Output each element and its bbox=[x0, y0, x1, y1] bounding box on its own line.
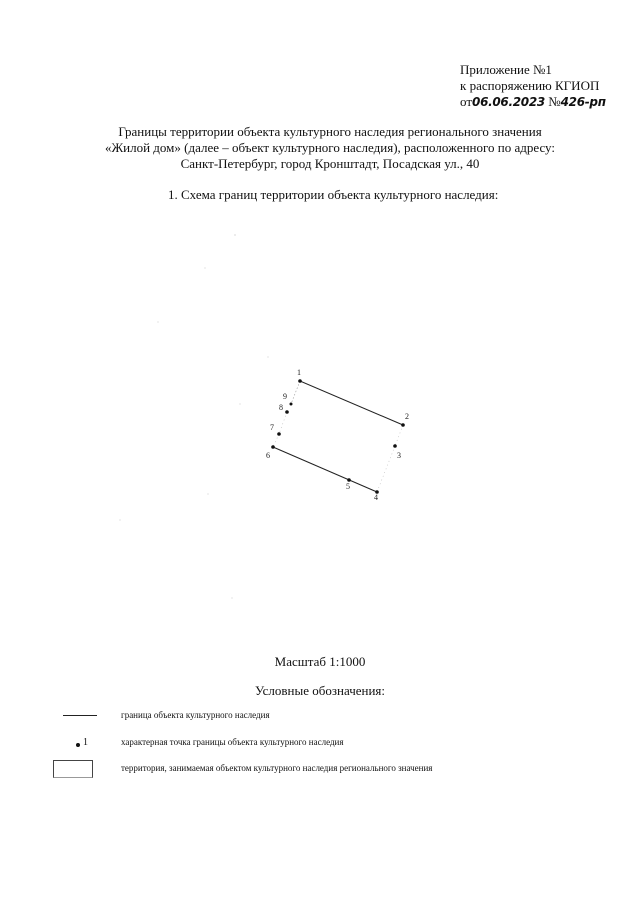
point-5 bbox=[346, 478, 351, 491]
appendix-line-1: Приложение №1 bbox=[460, 62, 552, 77]
legend-text-territory: территория, занимаемая объектом культурного наследия регионального значения bbox=[121, 763, 433, 773]
title-line-3: Санкт-Петербург, город Кронштадт, Посадская ул., 40 bbox=[180, 156, 480, 171]
point-1 bbox=[297, 368, 302, 383]
legend-text-point: характерная точка границы объекта культурного наследия bbox=[121, 737, 344, 747]
boundary-line-6-4 bbox=[273, 447, 377, 492]
legend-point-sample-label: 1 bbox=[83, 737, 88, 748]
title-line-1: Границы территории объекта культурного наследия регионального значения bbox=[118, 124, 542, 139]
point-label-6: 6 bbox=[266, 451, 270, 460]
territory-edge-8-7 bbox=[279, 412, 287, 434]
number-value: 426-рп bbox=[560, 95, 606, 109]
legend-text-boundary: граница объекта культурного наследия bbox=[121, 710, 270, 720]
scan-specks bbox=[120, 234, 269, 598]
point-9 bbox=[283, 392, 293, 406]
date-value: 06.06.2023 bbox=[472, 95, 545, 109]
territory-edge-7-6 bbox=[273, 434, 279, 447]
point-label-3: 3 bbox=[397, 451, 401, 460]
point-label-2: 2 bbox=[405, 412, 409, 421]
date-prefix: от bbox=[460, 94, 473, 109]
legend-rect-symbol bbox=[55, 760, 97, 774]
point-label-7: 7 bbox=[270, 423, 274, 432]
territory-edge-3-4 bbox=[377, 446, 395, 492]
boundary-line-1-2 bbox=[300, 381, 403, 425]
point-8 bbox=[279, 403, 289, 414]
appendix-line-2: к распоряжению КГИОП bbox=[460, 78, 600, 93]
legend-point-symbol bbox=[55, 737, 97, 751]
point-label-5: 5 bbox=[346, 482, 350, 491]
title-line-2: «Жилой дом» (далее – объект культурного наследия), расположенного по адресу: bbox=[105, 140, 555, 155]
point-2 bbox=[401, 412, 409, 427]
legend-line-symbol bbox=[55, 708, 97, 722]
territory-edge-1-9 bbox=[291, 381, 300, 404]
point-label-1: 1 bbox=[297, 368, 301, 377]
point-label-4: 4 bbox=[374, 493, 378, 502]
legend-title: Условные обозначения: bbox=[254, 683, 386, 698]
territory-edge-2-3 bbox=[395, 425, 403, 446]
point-3 bbox=[393, 444, 401, 460]
point-4 bbox=[374, 490, 379, 502]
scale-label: Масштаб 1:1000 bbox=[274, 654, 366, 669]
point-label-9: 9 bbox=[283, 392, 287, 401]
number-prefix: № bbox=[548, 94, 561, 109]
point-label-8: 8 bbox=[279, 403, 283, 412]
section-heading: 1. Схема границ территории объекта культурного наследия: bbox=[168, 187, 499, 202]
point-6 bbox=[266, 445, 275, 460]
point-7 bbox=[270, 423, 281, 436]
